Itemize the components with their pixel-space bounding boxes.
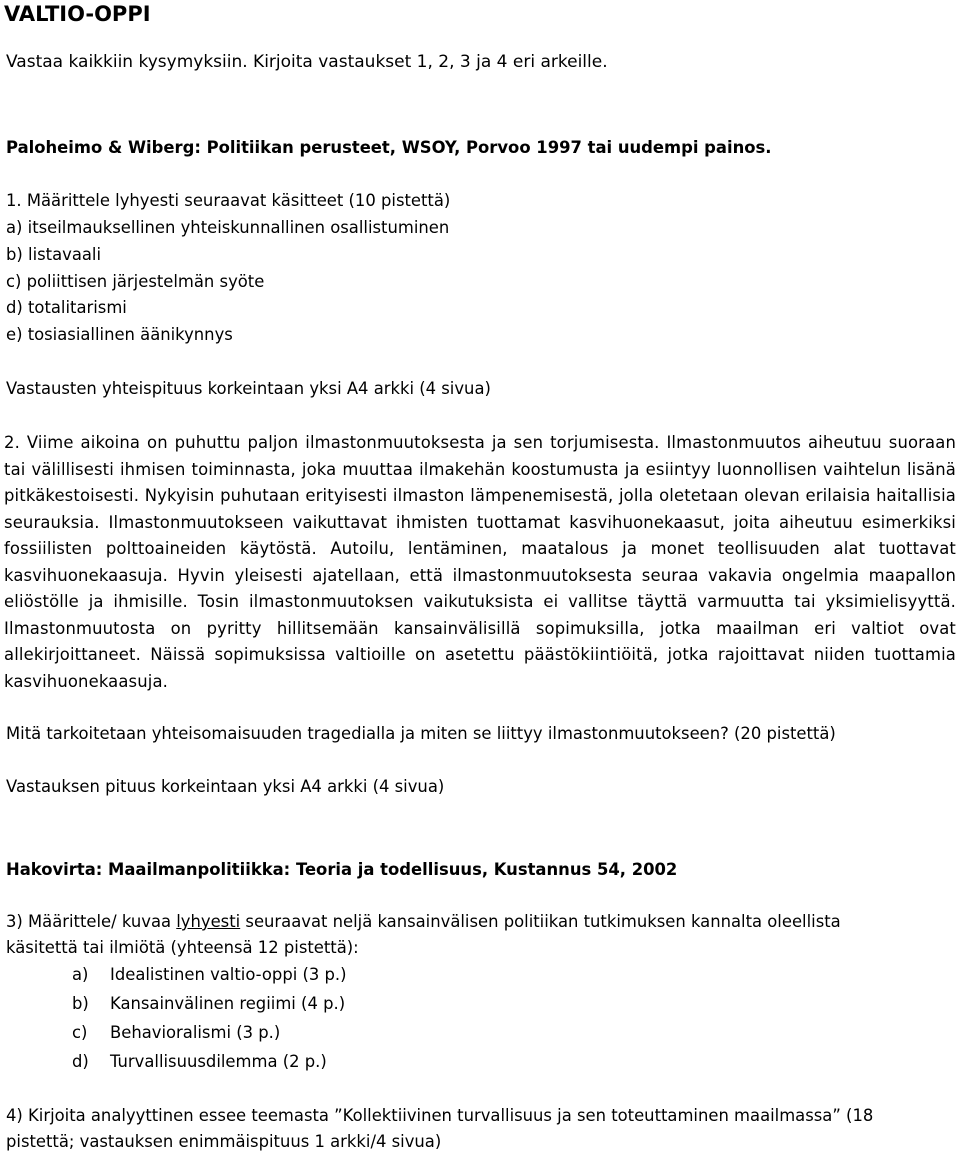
list-text: Behavioralismi (3 p.) <box>110 1023 281 1042</box>
question-3-item-d <box>72 1052 327 1072</box>
question-1-item-a: a) itseilmauksellinen yhteiskunnallinen osallistuminen <box>6 218 450 237</box>
question-4-line2: pistettä; vastauksen enimmäispituus 1 arkki/4 sivua) <box>6 1132 442 1151</box>
question-2-length-note: Vastauksen pituus korkeintaan yksi A4 arkki (4 sivua) <box>6 777 445 796</box>
source-reference-2: Hakovirta: Maailmanpolitiikka: Teoria ja todellisuus, Kustannus 54, 2002 <box>6 860 678 879</box>
question-3-heading-underlined: lyhyesti <box>176 912 241 931</box>
question-4-line1: 4) Kirjoita analyyttinen essee teemasta ”Kollektiivinen turvallisuus ja sen toteuttaminen maailmassa” (18 <box>6 1106 874 1125</box>
question-3-heading <box>6 912 841 932</box>
question-3-item-b <box>72 994 345 1014</box>
question-3-heading-pre: 3) Määrittele/ kuvaa <box>6 912 177 931</box>
list-text: Turvallisuusdilemma (2 p.) <box>110 1052 327 1071</box>
page-title: VALTIO-OPPI <box>4 2 151 26</box>
question-1-item-d: d) totalitarismi <box>6 298 127 317</box>
question-1-item-b: b) listavaali <box>6 245 102 264</box>
list-label: b) <box>72 994 89 1013</box>
question-3-heading-line2: käsitettä tai ilmiötä (yhteensä 12 pistettä): <box>6 938 359 957</box>
list-text: Kansainvälinen regiimi (4 p.) <box>110 994 346 1013</box>
source-reference-1: Paloheimo & Wiberg: Politiikan perusteet, WSOY, Porvoo 1997 tai uudempi painos. <box>6 138 772 157</box>
list-label: d) <box>72 1052 89 1071</box>
question-1-heading: 1. Määrittele lyhyesti seuraavat käsitteet (10 pistettä) <box>6 191 451 210</box>
list-text: Idealistinen valtio-oppi (3 p.) <box>110 965 347 984</box>
question-2-question: Mitä tarkoitetaan yhteisomaisuuden tragedialla ja miten se liittyy ilmastonmuutokseen? (20 pistettä) <box>6 724 836 743</box>
question-1-item-e: e) tosiasiallinen äänikynnys <box>6 325 233 344</box>
question-1-length-note: Vastausten yhteispituus korkeintaan yksi A4 arkki (4 sivua) <box>6 379 491 398</box>
question-3-item-c <box>72 1023 280 1043</box>
list-label: a) <box>72 965 89 984</box>
question-1-item-c: c) poliittisen järjestelmän syöte <box>6 272 265 291</box>
question-3-item-a <box>72 965 347 985</box>
question-3-heading-post: seuraavat neljä kansainvälisen politiikan tutkimuksen kannalta oleellista <box>240 912 841 931</box>
list-label: c) <box>72 1023 88 1042</box>
instructions: Vastaa kaikkiin kysymyksiin. Kirjoita vastaukset 1, 2, 3 ja 4 eri arkeille. <box>6 52 608 72</box>
question-2-paragraph: 2. Viime aikoina on puhuttu paljon ilmastonmuutoksesta ja sen torjumisesta. Ilmastonmuutos aiheutuu suoraan tai välillisesti ihmisen toiminnasta, joka muuttaa ilmakehän koostumusta ja esiintyy luonnollisen vaihtelun lisänä pitkäkestoisesti. Nykyisin puhutaan erityisesti ilmaston lämpenemisestä, jolla oletetaan olevan erilaisia haitallisia seurauksia. Ilmastonmuutokseen vaikuttavat ihmisten tuottamat kasvihuonekaasut, joita aiheutuu esimerkiksi fossiilisten polttoaineiden käytöstä. Autoilu, lentäminen, maatalous ja monet teollisuuden alat tuottavat kasvihuonekaasuja. Hyvin yleisesti ajatellaan, että ilmastonmuutoksesta seuraa vakavia ongelmia maapallon eliöstölle ja ihmisille. Tosin ilmastonmuutoksen vaikutuksista ei vallitse täyttä varmuutta tai yksimielisyyttä. Ilmastonmuutosta on pyritty hillitsemään kansainvälisillä sopimuksilla, jotka maailman eri valtiot ovat allekirjoittaneet. Näissä sopimuksissa valtioille on asetettu päästökiintiöitä, jotka rajoittavat niiden tuottamia kasvihuonekaasuja. <box>4 433 956 691</box>
